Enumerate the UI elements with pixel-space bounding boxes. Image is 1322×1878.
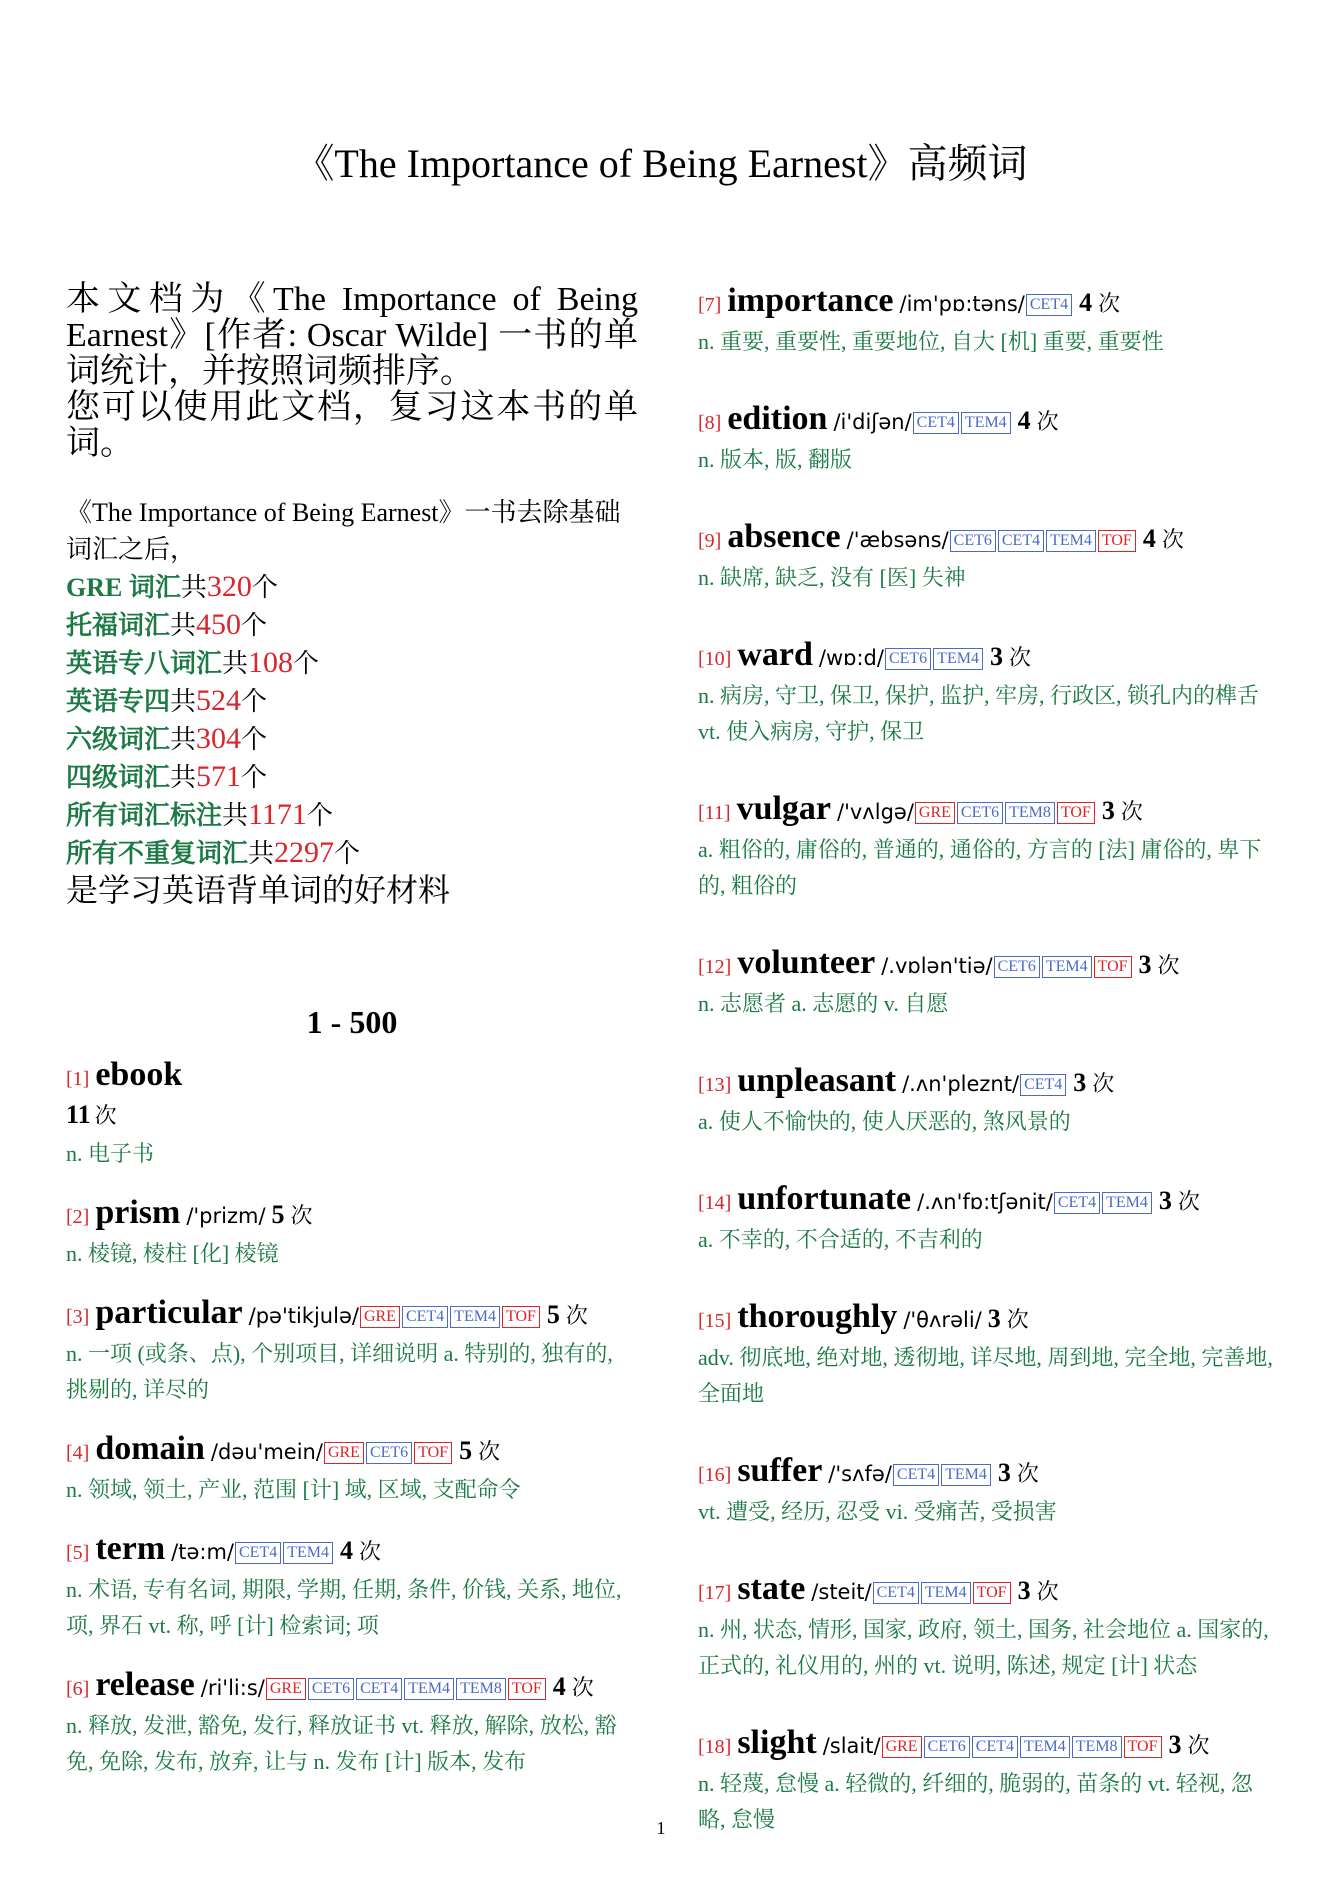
entry-word: suffer — [737, 1452, 823, 1489]
entry-header — [698, 790, 1273, 832]
entry-phonetic: /'prizm/ — [186, 1204, 266, 1228]
exam-tag-badge: CET4 — [913, 412, 959, 434]
entry-header — [698, 636, 1273, 678]
entry-index: [13] — [698, 1074, 732, 1096]
word-entry — [66, 1294, 638, 1408]
exam-tag-badge: CET6 — [924, 1736, 970, 1758]
entry-index: [7] — [698, 294, 722, 316]
entry-index: [12] — [698, 956, 732, 978]
entry-definition: n. 一项 (或条、点), 个别项目, 详细说明 a. 特别的, 独有的, 挑剔的, 详尽的 — [66, 1341, 613, 1402]
count-unit: 次 — [1161, 527, 1184, 552]
stat-number: 571 — [196, 760, 242, 793]
entry-phonetic: /'sʌfə/ — [828, 1462, 892, 1486]
count-unit: 次 — [478, 1439, 501, 1464]
exam-tag-badge: TEM4 — [921, 1582, 971, 1604]
word-entry — [698, 944, 1273, 1022]
word-entry — [66, 1430, 638, 1508]
word-entry — [698, 282, 1273, 360]
exam-tag-badge: TEM4 — [1046, 530, 1096, 552]
stat-line — [66, 758, 638, 796]
page-title: 《The Importance of Being Earnest》高频词 — [294, 141, 1028, 186]
intro-closing: 是学习英语背单词的好材料 — [66, 872, 451, 908]
entry-phonetic: /i'diʃən/ — [833, 410, 912, 434]
exam-tag-badge: TEM4 — [933, 648, 983, 670]
exam-tag-badge: CET4 — [1020, 1074, 1066, 1096]
entry-definition: n. 重要, 重要性, 重要地位, 自大 [机] 重要, 重要性 — [698, 329, 1164, 354]
entry-word: release — [95, 1666, 195, 1703]
count-unit: 次 — [565, 1303, 588, 1328]
stat-unit: 个 — [293, 649, 320, 678]
entry-word: particular — [95, 1294, 243, 1331]
stat-connector: 共 — [222, 649, 249, 678]
exam-tag-badge: GRE — [882, 1736, 922, 1758]
exam-tag-badge: CET4 — [235, 1542, 281, 1564]
entry-count: 4 — [1079, 288, 1093, 317]
entry-index: [11] — [698, 802, 731, 824]
entry-definition: a. 使人不愉快的, 使人厌恶的, 煞风景的 — [698, 1109, 1071, 1134]
entry-phonetic: /'vʌlgə/ — [837, 800, 914, 824]
entry-word: state — [737, 1570, 806, 1607]
exam-tag-badge: TEM4 — [283, 1542, 333, 1564]
left-column — [66, 282, 638, 1802]
entry-word: thoroughly — [737, 1298, 898, 1335]
entry-header — [66, 1430, 638, 1472]
entry-count: 5 — [546, 1300, 560, 1329]
entry-index: [1] — [66, 1068, 90, 1090]
entry-definition: n. 州, 状态, 情形, 国家, 政府, 领土, 国务, 社会地位 a. 国家的, 正式的, 礼仪用的, 州的 vt. 说明, 陈述, 规定 [计] 状态 — [698, 1617, 1269, 1678]
entry-word: volunteer — [737, 944, 876, 981]
stat-number: 108 — [248, 646, 294, 679]
word-entry — [698, 1062, 1273, 1140]
entry-header — [698, 1724, 1273, 1766]
exam-tag-badge: CET6 — [308, 1678, 354, 1700]
entry-header — [66, 1056, 638, 1098]
intro-paragraph — [66, 282, 638, 462]
exam-tag-badge: GRE — [266, 1678, 306, 1700]
count-unit: 次 — [1036, 409, 1059, 434]
stat-label: 所有词汇标注 — [66, 801, 223, 830]
count-unit: 次 — [1036, 1579, 1059, 1604]
exam-tag-badge: CET4 — [1026, 294, 1072, 316]
exam-tag-badge: TEM8 — [1072, 1736, 1122, 1758]
word-entry — [66, 1194, 638, 1272]
entry-header — [66, 1194, 638, 1236]
exam-tag-badge: CET4 — [1054, 1192, 1100, 1214]
exam-tag-badge: TEM4 — [404, 1678, 454, 1700]
exam-tag-badge: CET6 — [950, 530, 996, 552]
entry-header — [698, 944, 1273, 986]
entry-count: 3 — [1168, 1730, 1182, 1759]
exam-tag-badge: CET4 — [402, 1306, 448, 1328]
entry-header — [698, 1452, 1273, 1494]
count-unit: 次 — [1157, 953, 1180, 978]
entry-count: 3 — [1138, 950, 1152, 979]
stat-unit: 个 — [251, 573, 278, 602]
entry-index: [15] — [698, 1310, 732, 1332]
entry-index: [6] — [66, 1678, 90, 1700]
entry-phonetic: /tə:m/ — [171, 1540, 234, 1564]
entry-word: unfortunate — [737, 1180, 912, 1217]
entry-count: 4 — [340, 1536, 353, 1565]
stat-unit: 个 — [241, 763, 268, 792]
entry-definition: adv. 彻底地, 绝对地, 透彻地, 详尽地, 周到地, 完全地, 完善地, 全面地 — [698, 1345, 1273, 1406]
stat-label: 所有不重复词汇 — [66, 839, 249, 868]
exam-tag-badge: CET4 — [356, 1678, 402, 1700]
exam-tag-badge: GRE — [324, 1442, 364, 1464]
entry-phonetic: /.ʌn'fɒ:tʃənit/ — [917, 1190, 1053, 1214]
entry-word: vulgar — [736, 790, 832, 827]
exam-tag-badge: CET4 — [998, 530, 1044, 552]
stat-connector: 共 — [222, 801, 249, 830]
stat-number: 524 — [196, 684, 242, 717]
entry-count: 3 — [1158, 1186, 1172, 1215]
entry-definition: n. 志愿者 a. 志愿的 v. 自愿 — [698, 991, 949, 1016]
exam-tag-badge: CET4 — [893, 1464, 939, 1486]
exam-tag-badge: GRE — [915, 802, 955, 824]
stat-line — [66, 796, 638, 834]
entry-index: [5] — [66, 1542, 90, 1564]
stats-list — [66, 568, 638, 872]
count-unit: 次 — [1187, 1733, 1210, 1758]
entry-count: 4 — [1017, 406, 1031, 435]
stat-connector: 共 — [170, 687, 197, 716]
stat-line — [66, 834, 638, 872]
entry-phonetic: /'θʌrəli/ — [903, 1308, 982, 1332]
entry-phonetic: /wɒ:d/ — [818, 646, 884, 670]
stat-number: 1171 — [248, 798, 307, 831]
entry-word: unpleasant — [737, 1062, 897, 1099]
entry-phonetic: /pə'tikjulə/ — [248, 1304, 359, 1328]
entry-word: edition — [727, 400, 828, 437]
entry-index: [10] — [698, 648, 732, 670]
word-entry — [698, 636, 1273, 750]
exam-tag-badge: CET6 — [994, 956, 1040, 978]
stat-line — [66, 682, 638, 720]
exam-tag-badge: TEM4 — [961, 412, 1011, 434]
entry-word: ward — [737, 636, 813, 673]
stat-line — [66, 644, 638, 682]
page-number: 1 — [656, 1818, 666, 1838]
entry-phonetic: /steit/ — [811, 1580, 872, 1604]
stat-line — [66, 568, 638, 606]
entry-index: [9] — [698, 530, 722, 552]
exam-tag-badge: TEM8 — [1005, 802, 1055, 824]
entry-phonetic: /.vɒlən'tiə/ — [881, 954, 993, 978]
stat-label: 英语专四 — [66, 687, 171, 716]
stat-connector: 共 — [180, 573, 207, 602]
entry-header — [698, 1298, 1273, 1340]
entry-count: 3 — [1101, 796, 1115, 825]
exam-tag-badge: TEM4 — [1042, 956, 1092, 978]
entry-definition: n. 缺席, 缺乏, 没有 [医] 失神 — [698, 565, 966, 590]
count-unit: 次 — [1016, 1461, 1039, 1486]
entry-phonetic: /'æbsəns/ — [846, 528, 949, 552]
word-entry — [66, 1666, 638, 1780]
exam-tag-badge: CET6 — [957, 802, 1003, 824]
entry-count: 4 — [1142, 524, 1156, 553]
exam-tag-badge: TOF — [508, 1678, 546, 1700]
entry-count: 3 — [997, 1458, 1011, 1487]
stat-number: 304 — [196, 722, 242, 755]
entry-word: domain — [95, 1430, 205, 1467]
intro-block — [66, 282, 638, 908]
word-entry — [66, 1530, 638, 1644]
entry-word: prism — [95, 1194, 181, 1231]
stat-number: 320 — [206, 570, 252, 603]
exam-tag-badge: TEM4 — [450, 1306, 500, 1328]
exam-tag-badge: CET6 — [366, 1442, 412, 1464]
entry-definition: a. 粗俗的, 庸俗的, 普通的, 通俗的, 方言的 [法] 庸俗的, 卑下的, 粗俗的 — [698, 837, 1262, 898]
entry-definition: n. 释放, 发泄, 豁免, 发行, 释放证书 vt. 释放, 解除, 放松, 豁免, 免除, 发布, 放弃, 让与 n. 发布 [计] 版本, 发布 — [66, 1713, 617, 1774]
stat-line — [66, 606, 638, 644]
exam-tag-badge: TOF — [973, 1582, 1011, 1604]
entry-index: [2] — [66, 1206, 90, 1228]
stat-line — [66, 720, 638, 758]
count-unit: 次 — [571, 1675, 594, 1700]
entry-index: [16] — [698, 1464, 732, 1486]
entry-definition: a. 不幸的, 不合适的, 不吉利的 — [698, 1227, 983, 1252]
stat-label: 英语专八词汇 — [66, 649, 223, 678]
section-heading: 1 - 500 — [306, 1004, 398, 1040]
stat-unit: 个 — [241, 611, 268, 640]
entry-phonetic: /im'pɒ:təns/ — [899, 292, 1025, 316]
word-entry — [698, 1452, 1273, 1530]
entry-definition: n. 棱镜, 棱柱 [化] 棱镜 — [66, 1241, 279, 1266]
count-unit: 次 — [1092, 1071, 1115, 1096]
entry-phonetic: /dəu'mein/ — [210, 1440, 323, 1464]
entry-header — [66, 1666, 638, 1708]
entry-phonetic: /.ʌn'pleznt/ — [902, 1072, 1020, 1096]
entry-count-line — [66, 1098, 638, 1136]
word-entry — [698, 1298, 1273, 1412]
count-unit: 次 — [94, 1103, 117, 1128]
entry-header — [698, 1180, 1273, 1222]
entry-count: 4 — [552, 1672, 566, 1701]
exam-tag-badge: TEM4 — [941, 1464, 991, 1486]
exam-tag-badge: TOF — [414, 1442, 452, 1464]
stat-unit: 个 — [306, 801, 333, 830]
stat-unit: 个 — [334, 839, 361, 868]
entry-definition: n. 版本, 版, 翻版 — [698, 447, 853, 472]
entry-definition: n. 术语, 专有名词, 期限, 学期, 任期, 条件, 价钱, 关系, 地位, 项, 界石 vt. 称, 呼 [计] 检索词; 项 — [66, 1577, 622, 1638]
entry-word: ebook — [95, 1056, 183, 1093]
word-entry — [698, 518, 1273, 596]
stat-connector: 共 — [170, 611, 197, 640]
entry-index: [3] — [66, 1306, 90, 1328]
exam-tag-badge: CET4 — [873, 1582, 919, 1604]
entry-index: [4] — [66, 1442, 90, 1464]
entry-word: importance — [727, 282, 894, 319]
count-unit: 次 — [1177, 1189, 1200, 1214]
entry-header — [698, 518, 1273, 560]
right-column — [698, 282, 1273, 1878]
word-list-left — [66, 1056, 638, 1780]
count-unit: 次 — [1098, 291, 1121, 316]
exam-tag-badge: TOF — [502, 1306, 540, 1328]
entry-phonetic: /slait/ — [822, 1734, 881, 1758]
word-entry — [698, 1180, 1273, 1258]
exam-tag-badge: CET6 — [885, 648, 931, 670]
intro-subtitle: 《The Importance of Being Earnest》一书去除基础词汇之后， — [66, 498, 621, 564]
exam-tag-badge: CET4 — [972, 1736, 1018, 1758]
entry-header — [698, 400, 1273, 442]
entry-definition: vt. 遭受, 经历, 忍受 vi. 受痛苦, 受损害 — [698, 1499, 1057, 1524]
stat-label: GRE 词汇 — [66, 573, 181, 602]
stat-label: 四级词汇 — [66, 763, 171, 792]
entry-definition: n. 轻蔑, 怠慢 a. 轻微的, 纤细的, 脆弱的, 苗条的 vt. 轻视, 忽略, 怠慢 — [698, 1771, 1253, 1832]
entry-header — [698, 282, 1273, 324]
word-entry — [698, 1570, 1273, 1684]
stat-unit: 个 — [241, 725, 268, 754]
entry-word: term — [95, 1530, 166, 1567]
word-entry — [66, 1056, 638, 1172]
stat-label: 六级词汇 — [66, 725, 171, 754]
count-unit: 次 — [1006, 1307, 1029, 1332]
word-entry — [698, 400, 1273, 478]
entry-count: 3 — [1017, 1576, 1031, 1605]
entry-header — [66, 1530, 638, 1572]
entry-word: slight — [737, 1724, 817, 1761]
stat-connector: 共 — [170, 763, 197, 792]
entry-count: 5 — [459, 1436, 473, 1465]
exam-tag-badge: GRE — [360, 1306, 400, 1328]
entry-header — [66, 1294, 638, 1336]
exam-tag-badge: TOF — [1098, 530, 1136, 552]
exam-tag-badge: TEM4 — [1020, 1736, 1070, 1758]
intro-line-2: 您可以使用此文档，复习这本书的单词。 — [66, 389, 638, 462]
count-unit: 次 — [1008, 645, 1031, 670]
entry-index: [18] — [698, 1736, 732, 1758]
stat-connector: 共 — [248, 839, 275, 868]
entry-index: [14] — [698, 1192, 732, 1214]
entry-count: 3 — [1073, 1068, 1087, 1097]
exam-tag-badge: TEM4 — [1102, 1192, 1152, 1214]
stat-number: 2297 — [274, 836, 335, 869]
entry-definition: n. 病房, 守卫, 保卫, 保护, 监护, 牢房, 行政区, 锁孔内的榫舌 vt. 使入病房, 守护, 保卫 — [698, 683, 1260, 744]
entry-count: 3 — [987, 1304, 1001, 1333]
count-unit: 次 — [1120, 799, 1143, 824]
entry-header — [698, 1062, 1273, 1104]
exam-tag-badge: TOF — [1094, 956, 1132, 978]
entry-count: 3 — [989, 642, 1003, 671]
entry-index: [8] — [698, 412, 722, 434]
stat-label: 托福词汇 — [66, 611, 171, 640]
entry-index: [17] — [698, 1582, 732, 1604]
exam-tag-badge: TOF — [1057, 802, 1095, 824]
count-unit: 次 — [359, 1539, 382, 1564]
exam-tag-badge: TOF — [1124, 1736, 1162, 1758]
entry-phonetic: /ri'li:s/ — [200, 1676, 265, 1700]
entry-count: 5 — [271, 1200, 285, 1229]
stat-unit: 个 — [241, 687, 268, 716]
word-entry — [698, 790, 1273, 904]
exam-tag-badge: TEM8 — [456, 1678, 506, 1700]
word-list-right — [698, 282, 1273, 1838]
entry-count: 11 — [66, 1100, 91, 1129]
entry-definition: n. 领域, 领土, 产业, 范围 [计] 域, 区域, 支配命令 — [66, 1477, 521, 1502]
intro-line-1: 本文档为《The Importance of Being Earnest》[作者: Oscar Wilde] 一书的单词统计，并按照词频排序。 — [66, 281, 638, 390]
entry-definition: n. 电子书 — [66, 1141, 155, 1166]
stat-connector: 共 — [170, 725, 197, 754]
count-unit: 次 — [290, 1203, 313, 1228]
entry-header — [698, 1570, 1273, 1612]
entry-word: absence — [727, 518, 841, 555]
stat-number: 450 — [196, 608, 242, 641]
